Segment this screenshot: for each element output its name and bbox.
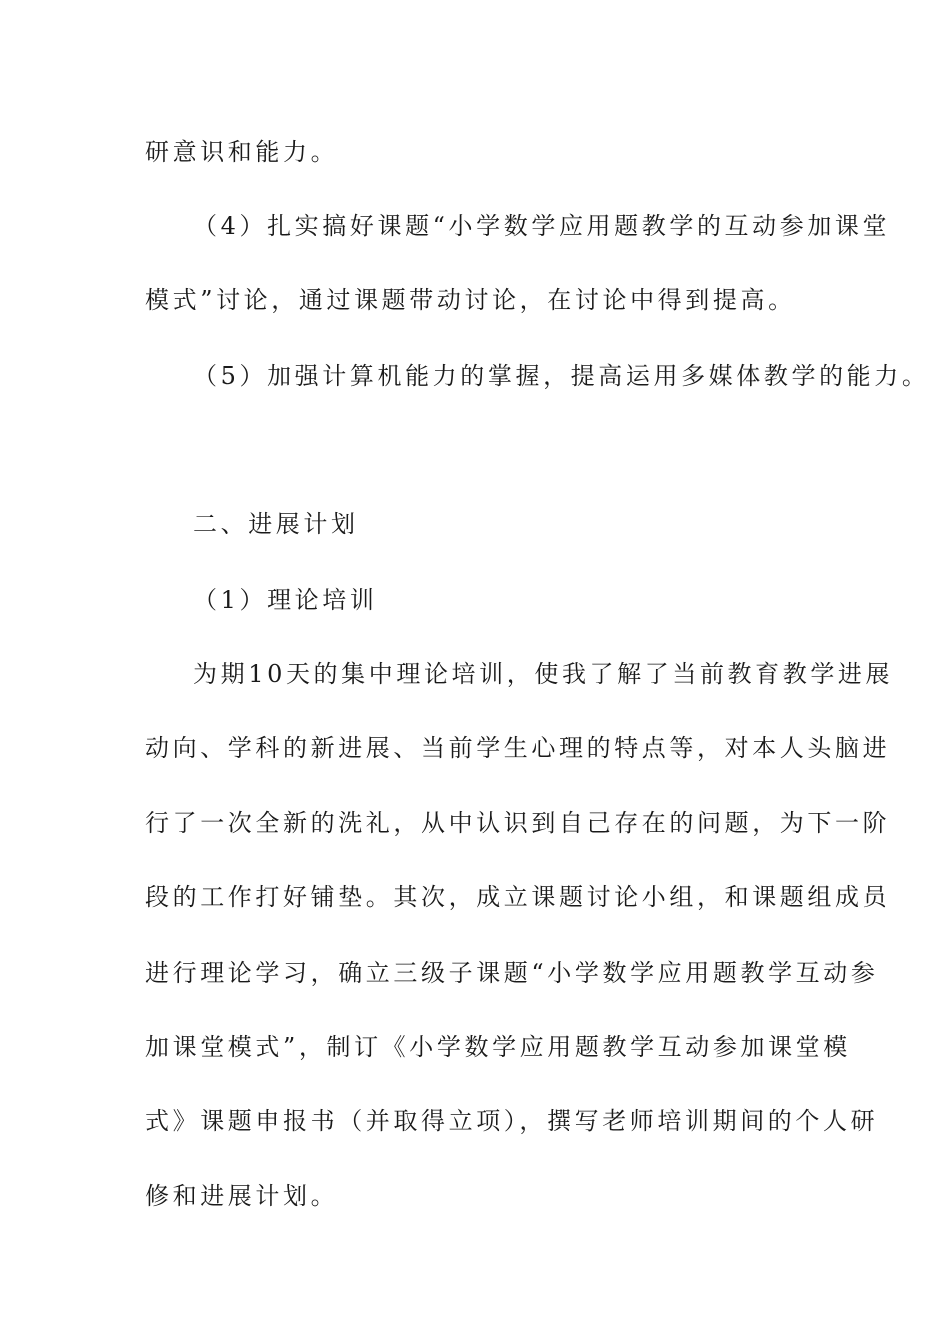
paragraph-line: 加课堂模式”，制订《小学数学应用题教学互动参加课堂模	[145, 1033, 851, 1061]
paragraph-line: （4）扎实搞好课题“小学数学应用题教学的互动参加课堂	[193, 212, 891, 240]
paragraph-line: 修和进展计划。	[145, 1182, 339, 1210]
paragraph-line: 式》课题申报书（并取得立项），撰写老师培训期间的个人研	[145, 1107, 879, 1135]
subsection-heading: （1）理论培训	[193, 586, 378, 614]
paragraph-line: 模式”讨论，通过课题带动讨论，在讨论中得到提高。	[145, 286, 796, 314]
paragraph-line: 为期10天的集中理论培训，使我了解了当前教育教学进展	[193, 660, 894, 688]
paragraph-line: 动向、学科的新进展、当前学生心理的特点等，对本人头脑进	[145, 734, 891, 762]
paragraph-line: 行了一次全新的洗礼，从中认识到自己存在的问题，为下一阶	[145, 809, 891, 837]
paragraph-line: （5）加强计算机能力的掌握，提高运用多媒体教学的能力。	[193, 362, 930, 390]
paragraph-line: 段的工作打好铺垫。其次，成立课题讨论小组，和课题组成员	[145, 883, 891, 911]
paragraph-line: 进行理论学习，确立三级子课题“小学数学应用题教学互动参	[145, 959, 879, 987]
section-heading: 二、进展计划	[193, 510, 359, 538]
paragraph-line: 研意识和能力。	[145, 138, 339, 166]
